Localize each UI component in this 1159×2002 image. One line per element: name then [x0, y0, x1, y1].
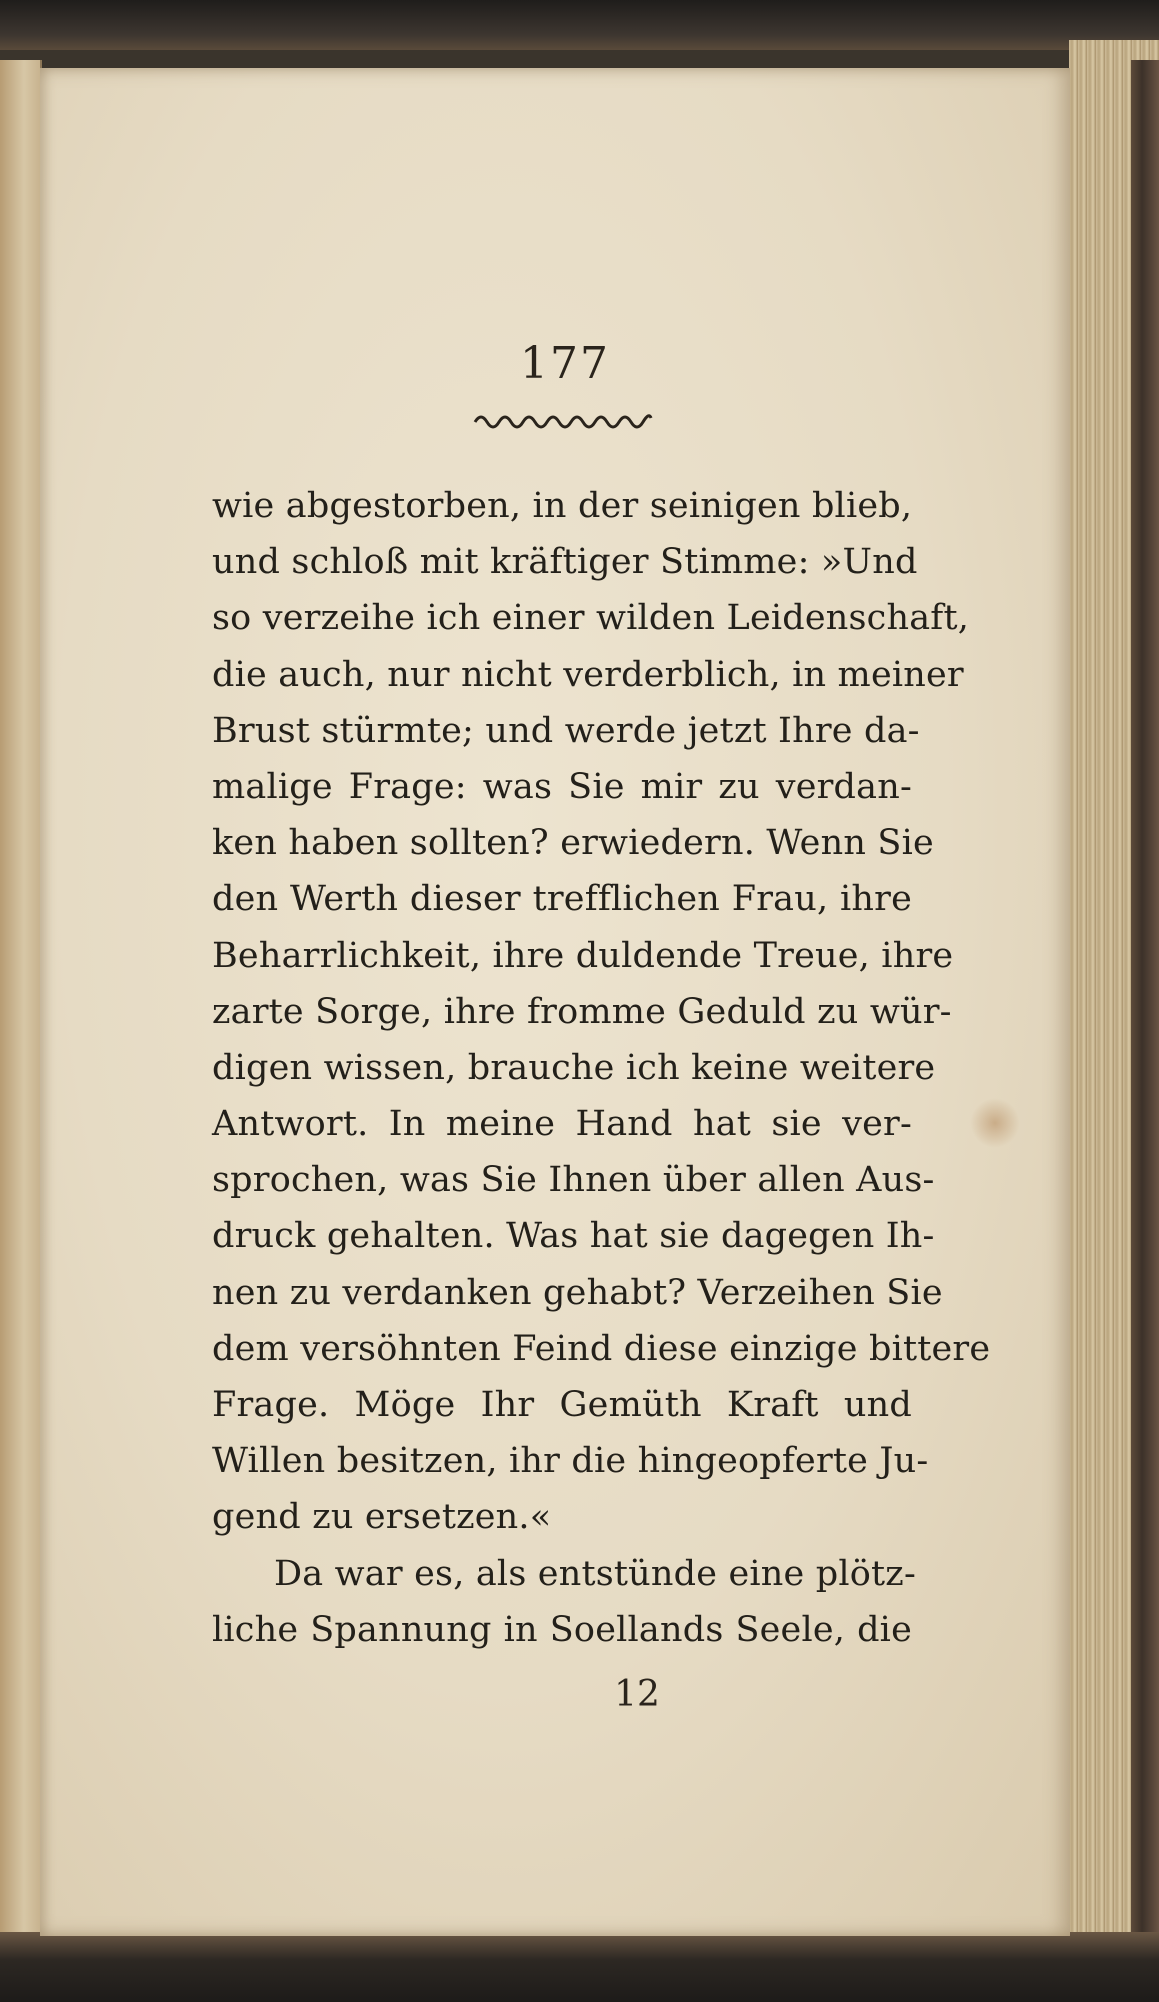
- text-line: so verzeihe ich einer wilden Leidenschaft,: [212, 598, 970, 639]
- page-number: 177: [520, 338, 610, 389]
- text-line: malige Frage: was Sie mir zu verdan-: [212, 766, 912, 807]
- text-line: sprochen, was Sie Ihnen über allen Aus-: [212, 1160, 935, 1201]
- paper-stain: [970, 1098, 1020, 1148]
- book-cover-top: [0, 0, 1159, 50]
- wave-rule-ornament: [473, 408, 653, 430]
- text-line: Willen besitzen, ihr die hingeopferte Ju-: [212, 1441, 929, 1482]
- adjacent-page-edge: [0, 60, 42, 1940]
- text-line: Beharrlichkeit, ihre duldende Treue, ihre: [212, 935, 954, 976]
- text-line: wie abgestorben, in der seinigen blieb,: [212, 486, 913, 526]
- text-line: den Werth dieser trefflichen Frau, ihre: [212, 879, 912, 920]
- body-text: [212, 478, 991, 1658]
- text-line: Frage. Möge Ihr Gemüth Kraft und: [212, 1385, 912, 1425]
- text-line: druck gehalten. Was hat sie dagegen Ih-: [212, 1216, 935, 1257]
- text-line: nen zu verdanken gehabt? Verzeihen Sie: [212, 1272, 943, 1313]
- signature-mark: 12: [614, 1674, 660, 1715]
- text-line: dem versöhnten Feind diese einzige bittere: [212, 1328, 991, 1369]
- text-line: Da war es, als entstünde eine plötz-: [274, 1553, 916, 1594]
- text-line: ken haben sollten? erwiedern. Wenn Sie: [212, 823, 934, 864]
- text-line: die auch, nur nicht verderblich, in meiner: [212, 654, 964, 695]
- book-cover-bottom: [0, 1932, 1159, 2002]
- text-line: digen wissen, brauche ich keine weitere: [212, 1047, 936, 1088]
- text-line: zarte Sorge, ihre fromme Geduld zu wür-: [212, 991, 952, 1032]
- text-line: Brust stürmte; und werde jetzt Ihre da-: [212, 710, 920, 751]
- text-line: liche Spannung in Soellands Seele, die: [212, 1609, 912, 1650]
- text-line: und schloß mit kräftiger Stimme: »Und: [212, 542, 918, 583]
- text-line: Antwort. In meine Hand hat sie ver-: [212, 1104, 912, 1145]
- text-line: gend zu ersetzen.«: [212, 1497, 552, 1538]
- book-page: [40, 68, 1070, 1936]
